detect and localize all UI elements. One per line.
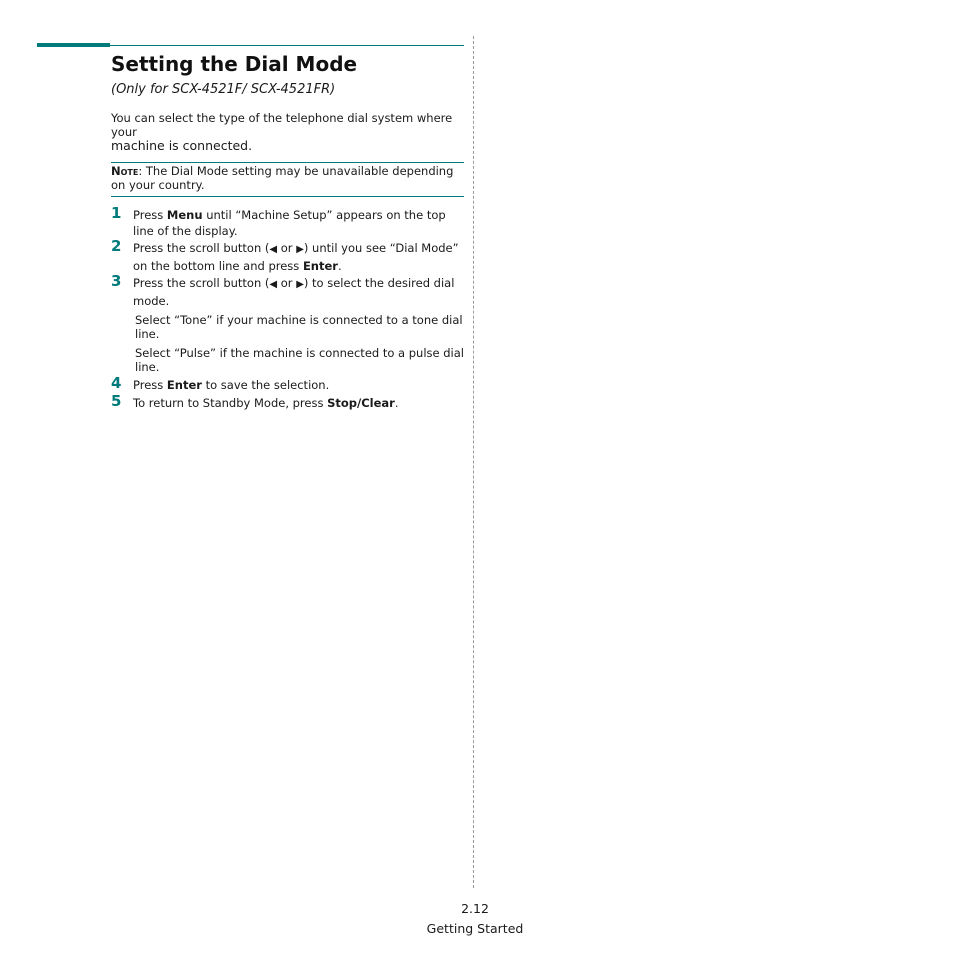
key-name: Stop/Clear <box>327 396 395 410</box>
note-label: Note <box>111 164 139 178</box>
step-number: 1 <box>111 204 122 222</box>
chapter-name: Getting Started <box>426 921 524 936</box>
step-3-pulse-option: Select “Pulse” if the machine is connected to a pulse dial line. <box>135 346 464 374</box>
step-text: until “Machine Setup” appears on the top line of the display. <box>133 208 446 238</box>
step-text: or <box>277 241 297 255</box>
step-number: 3 <box>111 272 122 290</box>
intro-line-1: You can select the type of the telephone dial system where your <box>111 111 453 139</box>
step-4 <box>111 374 464 393</box>
page-number: 2.12 <box>461 901 489 916</box>
step-text: To return to Standby Mode, press <box>133 396 328 410</box>
header-rule <box>110 45 464 46</box>
step-text: Press <box>133 378 167 392</box>
step-number: 5 <box>111 392 122 410</box>
step-number: 4 <box>111 374 122 392</box>
note-box <box>111 162 464 197</box>
model-subtitle: (Only for SCX-4521F/ SCX-4521FR) <box>111 82 336 97</box>
page-title: Setting the Dial Mode <box>111 52 358 76</box>
step-text: . <box>394 396 399 410</box>
step-3 <box>111 272 464 309</box>
step-text: Press the scroll button ( <box>133 276 270 290</box>
key-name: Menu <box>166 208 203 222</box>
left-arrow-icon: ◀ <box>269 279 278 290</box>
right-arrow-icon: ▶ <box>296 244 304 255</box>
header-accent-bar <box>37 43 110 47</box>
step-text: to save the selection. <box>201 378 330 392</box>
step-text: ) until you see “Dial Mode” on the bottom line and press <box>133 241 459 273</box>
key-name: Enter <box>302 259 338 273</box>
step-5 <box>111 392 464 411</box>
note-text: : The Dial Mode setting may be unavailable depending on your country. <box>111 164 454 192</box>
step-text: ) to select the desired dial mode. <box>133 276 455 308</box>
step-number: 2 <box>111 237 122 255</box>
intro-paragraph <box>111 111 464 153</box>
intro-line-2: machine is connected. <box>111 138 253 153</box>
step-2 <box>111 237 464 274</box>
steps-list <box>111 204 464 411</box>
step-text: Press <box>133 208 167 222</box>
step-3-tone-option: Select “Tone” if your machine is connected to a tone dial line. <box>135 313 463 341</box>
step-1 <box>111 204 464 239</box>
key-name: Enter <box>166 378 202 392</box>
left-arrow-icon: ◀ <box>269 244 278 255</box>
step-text: . <box>337 259 342 273</box>
main-column <box>111 50 464 411</box>
right-arrow-icon: ▶ <box>296 279 304 290</box>
step-text: Press the scroll button ( <box>133 241 270 255</box>
column-divider <box>473 36 474 888</box>
step-text: or <box>277 276 297 290</box>
